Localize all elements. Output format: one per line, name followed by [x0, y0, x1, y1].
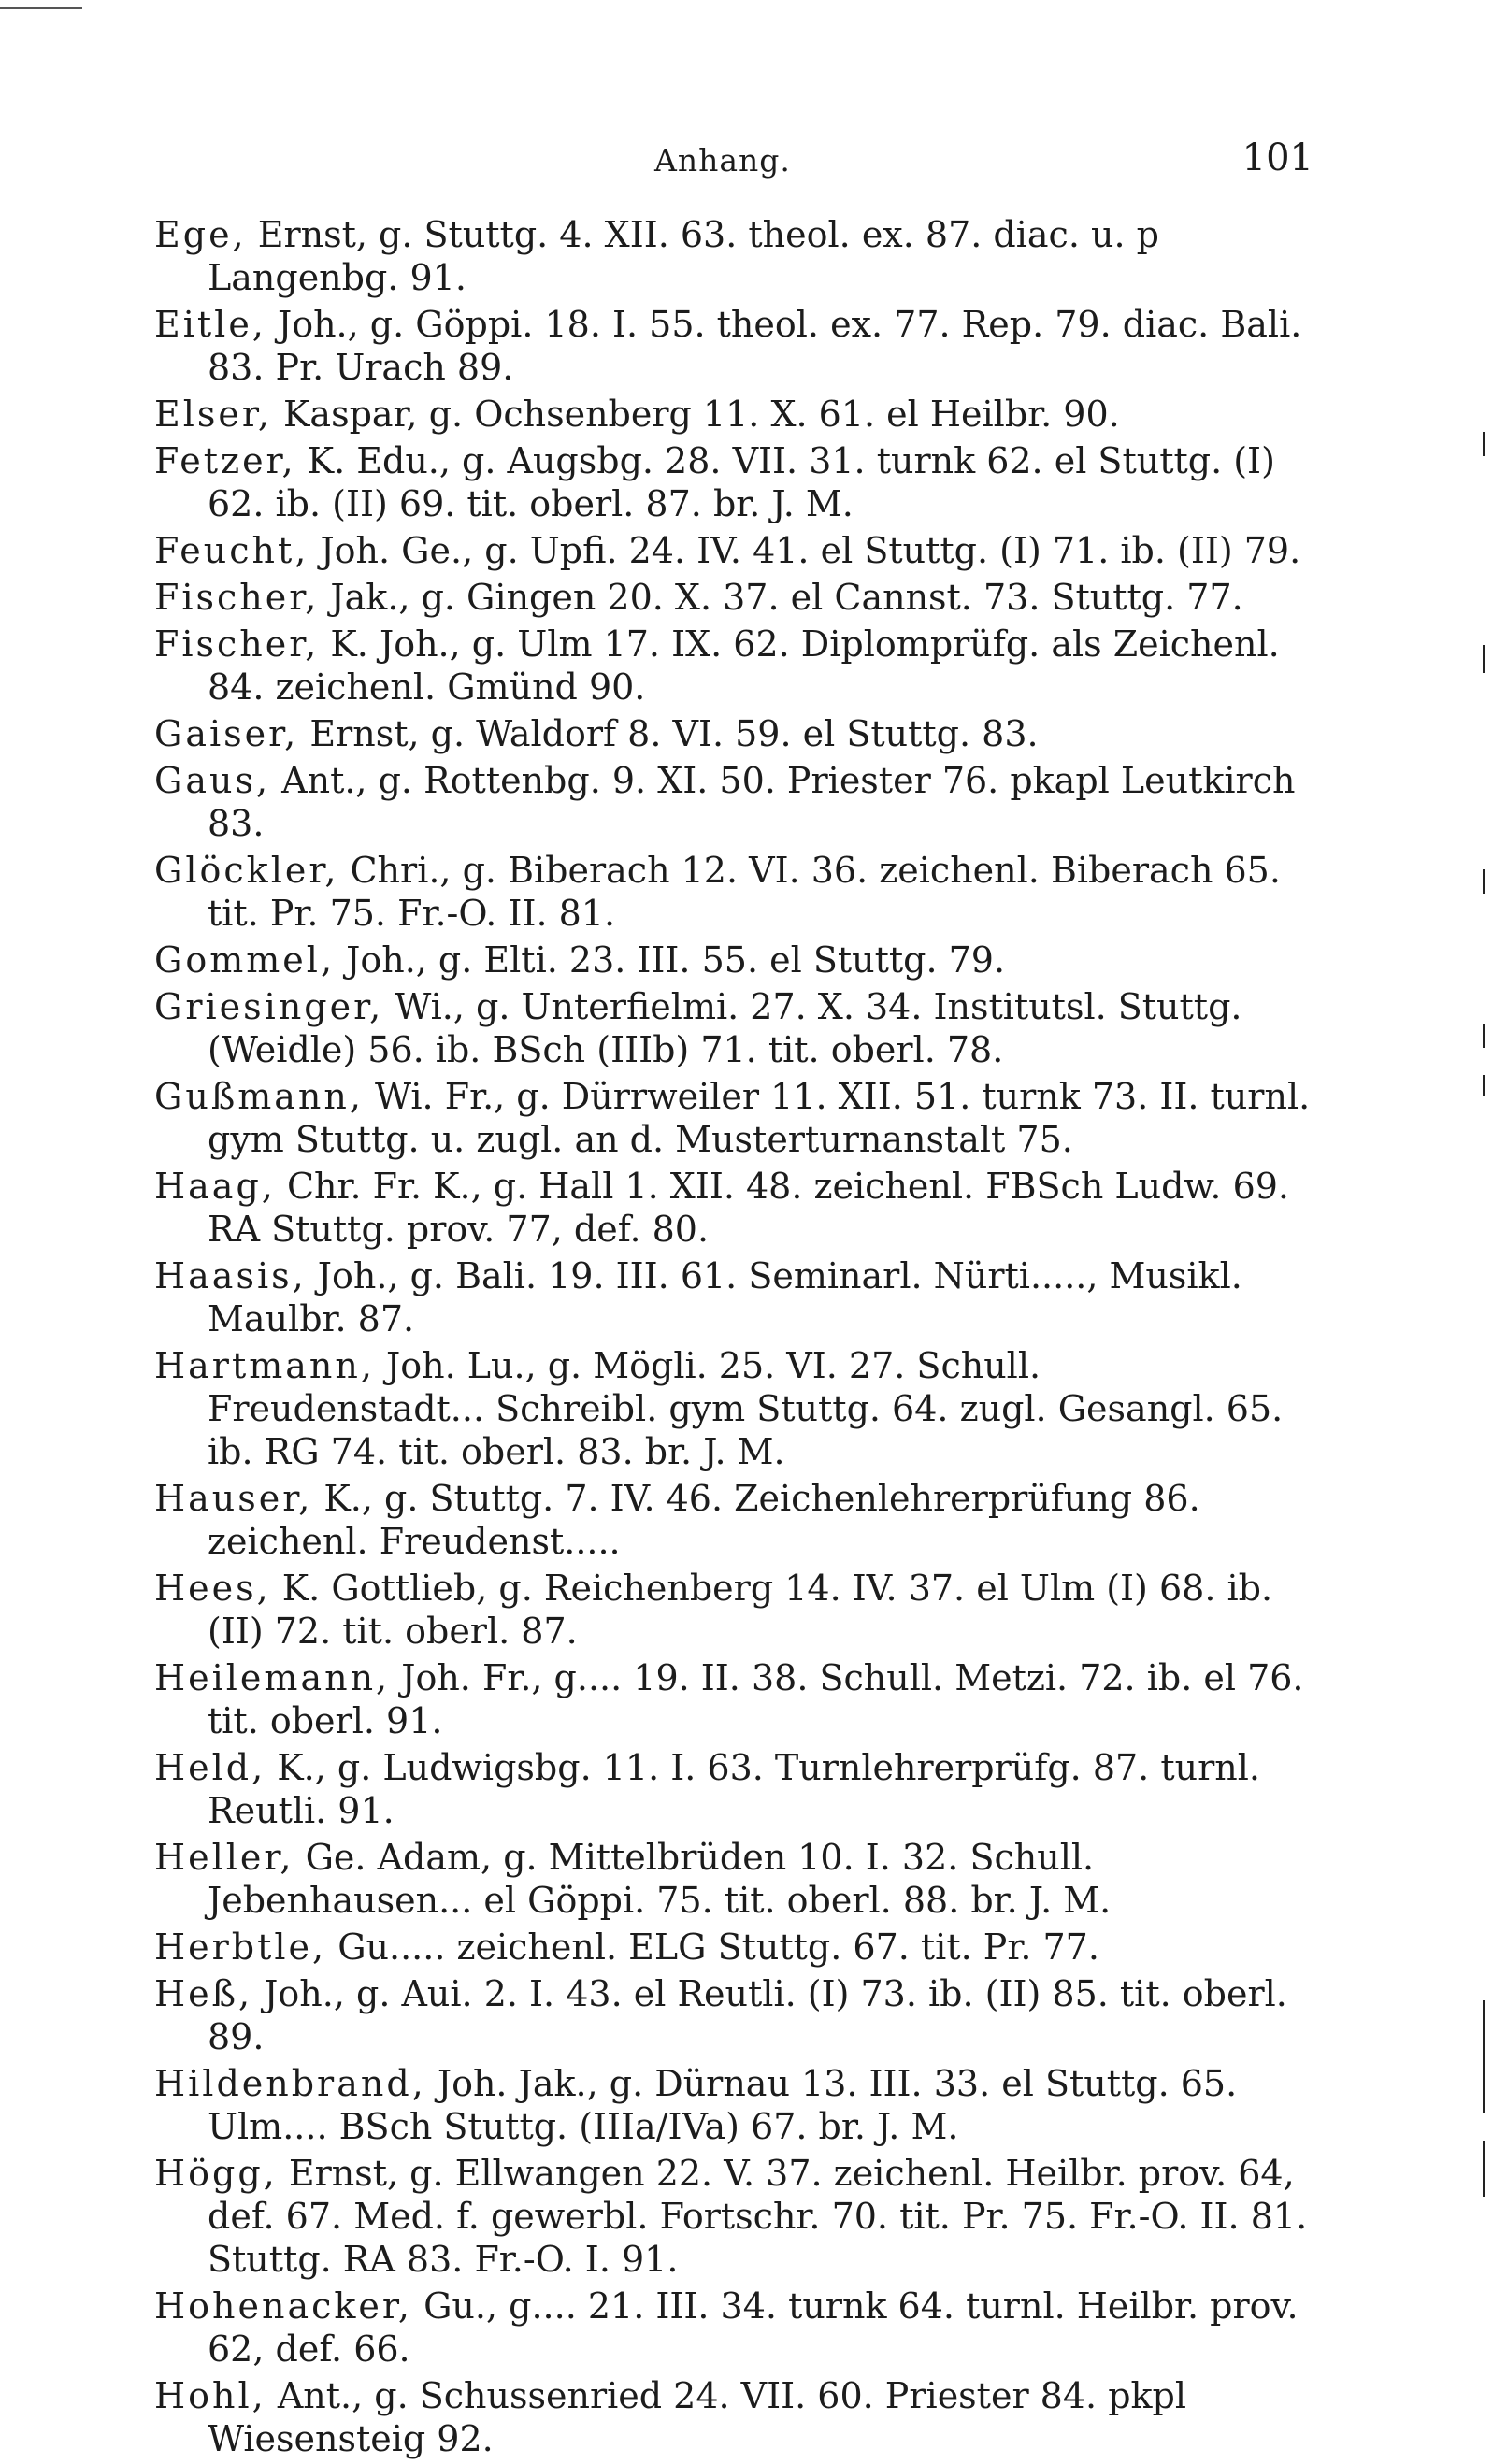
entry-details: Joh. Fr., g.... 19. II. 38. Schull. Metzi. 72. ib. el 76. tit. oberl. 91. — [208, 1657, 1304, 1741]
entry-details: Ernst, g. Waldorf 8. VI. 59. el Stuttg. 83. — [298, 713, 1039, 754]
entry-surname: Heilemann, — [154, 1657, 391, 1698]
register-entry — [154, 439, 1313, 525]
entry-surname: Hohenacker, — [154, 2285, 412, 2327]
entry-surname: Haag, — [154, 1166, 276, 1207]
register-entry — [154, 759, 1313, 845]
entry-details: Gu., g.... 21. III. 34. turnk 64. turnl. Heilbr. prov. 62, def. 66. — [208, 2285, 1299, 2370]
register-entry — [154, 1567, 1313, 1653]
register-entry — [154, 1746, 1313, 1832]
page-header — [154, 131, 1313, 187]
register-entry — [154, 1836, 1313, 1922]
entry-surname: Heß, — [154, 1973, 253, 2014]
register-entry — [154, 2285, 1313, 2371]
register-entry — [154, 393, 1313, 436]
margin-tick — [1483, 1024, 1485, 1048]
entry-details: K., g. Ludwigsbg. 11. I. 63. Turnlehrerprüfg. 87. turnl. Reutli. 91. — [208, 1747, 1260, 1831]
register-entry — [154, 2374, 1313, 2460]
entry-surname: Gußmann, — [154, 1076, 364, 1117]
register-entry — [154, 938, 1313, 981]
entry-surname: Feucht, — [154, 530, 309, 571]
register-entry — [154, 1972, 1313, 2058]
entry-details: Ant., g. Schussenried 24. VII. 60. Priester 84. pkpl Wiesensteig 92. — [208, 2375, 1187, 2459]
page-number: 101 — [1241, 136, 1313, 179]
entry-surname: Glöckler, — [154, 850, 339, 891]
margin-tick — [1483, 869, 1485, 894]
register-entry — [154, 1165, 1313, 1251]
register-entry — [154, 712, 1313, 755]
entry-surname: Hartmann, — [154, 1345, 375, 1386]
entry-surname: Griesinger, — [154, 986, 384, 1027]
register-entry — [154, 985, 1313, 1071]
entry-surname: Hildenbrand, — [154, 2063, 426, 2104]
entry-details: Joh., g. Aui. 2. I. 43. el Reutli. (I) 73. ib. (II) 85. tit. oberl. 89. — [208, 1973, 1287, 2057]
entry-details: K., g. Stuttg. 7. IV. 46. Zeichenlehrerprüfung 86. zeichenl. Freudenst..... — [208, 1478, 1200, 1562]
entry-details: Wi. Fr., g. Dürrweiler 11. XII. 51. turnk 73. II. turnl. gym Stuttg. u. zugl. an d. Musterturnanstalt 75. — [208, 1076, 1311, 1160]
page-edge-mark — [0, 7, 82, 9]
register-entry — [154, 529, 1313, 572]
register-entry — [154, 576, 1313, 619]
entry-surname: Haasis, — [154, 1255, 307, 1296]
register-entry — [154, 1656, 1313, 1742]
entry-surname: Held, — [154, 1747, 266, 1788]
entry-details: Joh., g. Göppi. 18. I. 55. theol. ex. 77. Rep. 79. diac. Bali. 83. Pr. Urach 89. — [208, 304, 1302, 388]
margin-tick — [1483, 432, 1485, 456]
entry-surname: Ege, — [154, 214, 247, 255]
margin-tick — [1483, 2141, 1485, 2197]
entry-details: K. Gottlieb, g. Reichenberg 14. IV. 37. el Ulm (I) 68. ib. (II) 72. tit. oberl. 87. — [208, 1568, 1273, 1652]
entry-surname: Elser, — [154, 394, 272, 435]
entry-details: Ernst, g. Ellwangen 22. V. 37. zeichenl. Heilbr. prov. 64, def. 67. Med. f. gewerbl. Fortschr. 70. tit. Pr. 75. Fr.-O. II. 81. Stuttg. RA 83. Fr.-O. I. 91. — [208, 2153, 1308, 2280]
register-entries — [154, 213, 1313, 2464]
entry-surname: Hees, — [154, 1568, 271, 1609]
register-entry — [154, 2152, 1313, 2281]
margin-tick — [1483, 645, 1485, 673]
entry-details: Joh. Jak., g. Dürnau 13. III. 33. el Stuttg. 65. Ulm.... BSch Stuttg. (IIIa/IVa) 67. br. J. M. — [208, 2063, 1238, 2147]
entry-details: Ant., g. Rottenbg. 9. XI. 50. Priester 76. pkapl Leutkirch 83. — [208, 760, 1296, 844]
entry-surname: Hauser, — [154, 1478, 313, 1519]
register-entry — [154, 2062, 1313, 2148]
entry-details: Chr. Fr. K., g. Hall 1. XII. 48. zeichenl. FBSch Ludw. 69. RA Stuttg. prov. 77, def. 80. — [208, 1166, 1290, 1250]
entry-surname: Fetzer, — [154, 440, 296, 481]
running-head: Anhang. — [654, 142, 791, 179]
entry-details: K. Edu., g. Augsbg. 28. VII. 31. turnk 62. el Stuttg. (I) 62. ib. (II) 69. tit. oberl. 87. br. J. M. — [208, 440, 1275, 524]
entry-details: Ge. Adam, g. Mittelbrüden 10. I. 32. Schull. Jebenhausen... el Göppi. 75. tit. oberl. 88. br. J. M. — [208, 1837, 1112, 1921]
register-entry — [154, 1477, 1313, 1563]
margin-marks — [1483, 0, 1488, 2251]
register-entry — [154, 623, 1313, 709]
entry-surname: Hohl, — [154, 2375, 266, 2416]
register-entry — [154, 1344, 1313, 1473]
entry-details: Joh., g. Elti. 23. III. 55. el Stuttg. 79. — [335, 939, 1006, 981]
register-entry — [154, 1075, 1313, 1161]
register-entry — [154, 303, 1313, 389]
entry-surname: Högg, — [154, 2153, 278, 2194]
entry-surname: Gommel, — [154, 939, 336, 981]
entry-details: Chri., g. Biberach 12. VI. 36. zeichenl. Biberach 65. tit. Pr. 75. Fr.-O. II. 81. — [208, 850, 1281, 934]
entry-details: Joh., g. Bali. 19. III. 61. Seminarl. Nürti....., Musikl. Maulbr. 87. — [208, 1255, 1242, 1339]
entry-surname: Heller, — [154, 1837, 294, 1878]
entry-surname: Eitle, — [154, 304, 266, 345]
entry-details: Ernst, g. Stuttg. 4. XII. 63. theol. ex. 87. diac. u. p Langenbg. 91. — [208, 214, 1159, 298]
entry-details: Gu..... zeichenl. ELG Stuttg. 67. tit. Pr. 77. — [326, 1927, 1099, 1968]
margin-tick — [1483, 1075, 1485, 1096]
register-entry — [154, 213, 1313, 299]
entry-surname: Gaus, — [154, 760, 271, 801]
entry-details: Kaspar, g. Ochsenberg 11. X. 61. el Heilbr. 90. — [271, 394, 1120, 435]
entry-surname: Gaiser, — [154, 713, 299, 754]
entry-surname: Herbtle, — [154, 1927, 327, 1968]
entry-details: K. Joh., g. Ulm 17. IX. 62. Diplomprüfg. als Zeichenl. 84. zeichenl. Gmünd 90. — [208, 623, 1280, 708]
register-entry — [154, 1926, 1313, 1969]
register-entry — [154, 1254, 1313, 1340]
entry-surname: Fischer, — [154, 623, 320, 665]
margin-tick — [1483, 2000, 1485, 2113]
register-entry — [154, 849, 1313, 935]
entry-details: Joh. Ge., g. Upfi. 24. IV. 41. el Stuttg. (I) 71. ib. (II) 79. — [309, 530, 1301, 571]
entry-details: Joh. Lu., g. Mögli. 25. VI. 27. Schull. Freudenstadt... Schreibl. gym Stuttg. 64. zugl. Gesangl. 65. ib. RG 74. tit. oberl. 83. br. J. M. — [208, 1345, 1284, 1472]
entry-surname: Fischer, — [154, 577, 320, 618]
entry-details: Jak., g. Gingen 20. X. 37. el Cannst. 73. Stuttg. 77. — [319, 577, 1243, 618]
entry-details: Wi., g. Unterfielmi. 27. X. 34. Institutsl. Stuttg. (Weidle) 56. ib. BSch (IIIb) 71. tit. oberl. 78. — [208, 986, 1242, 1070]
